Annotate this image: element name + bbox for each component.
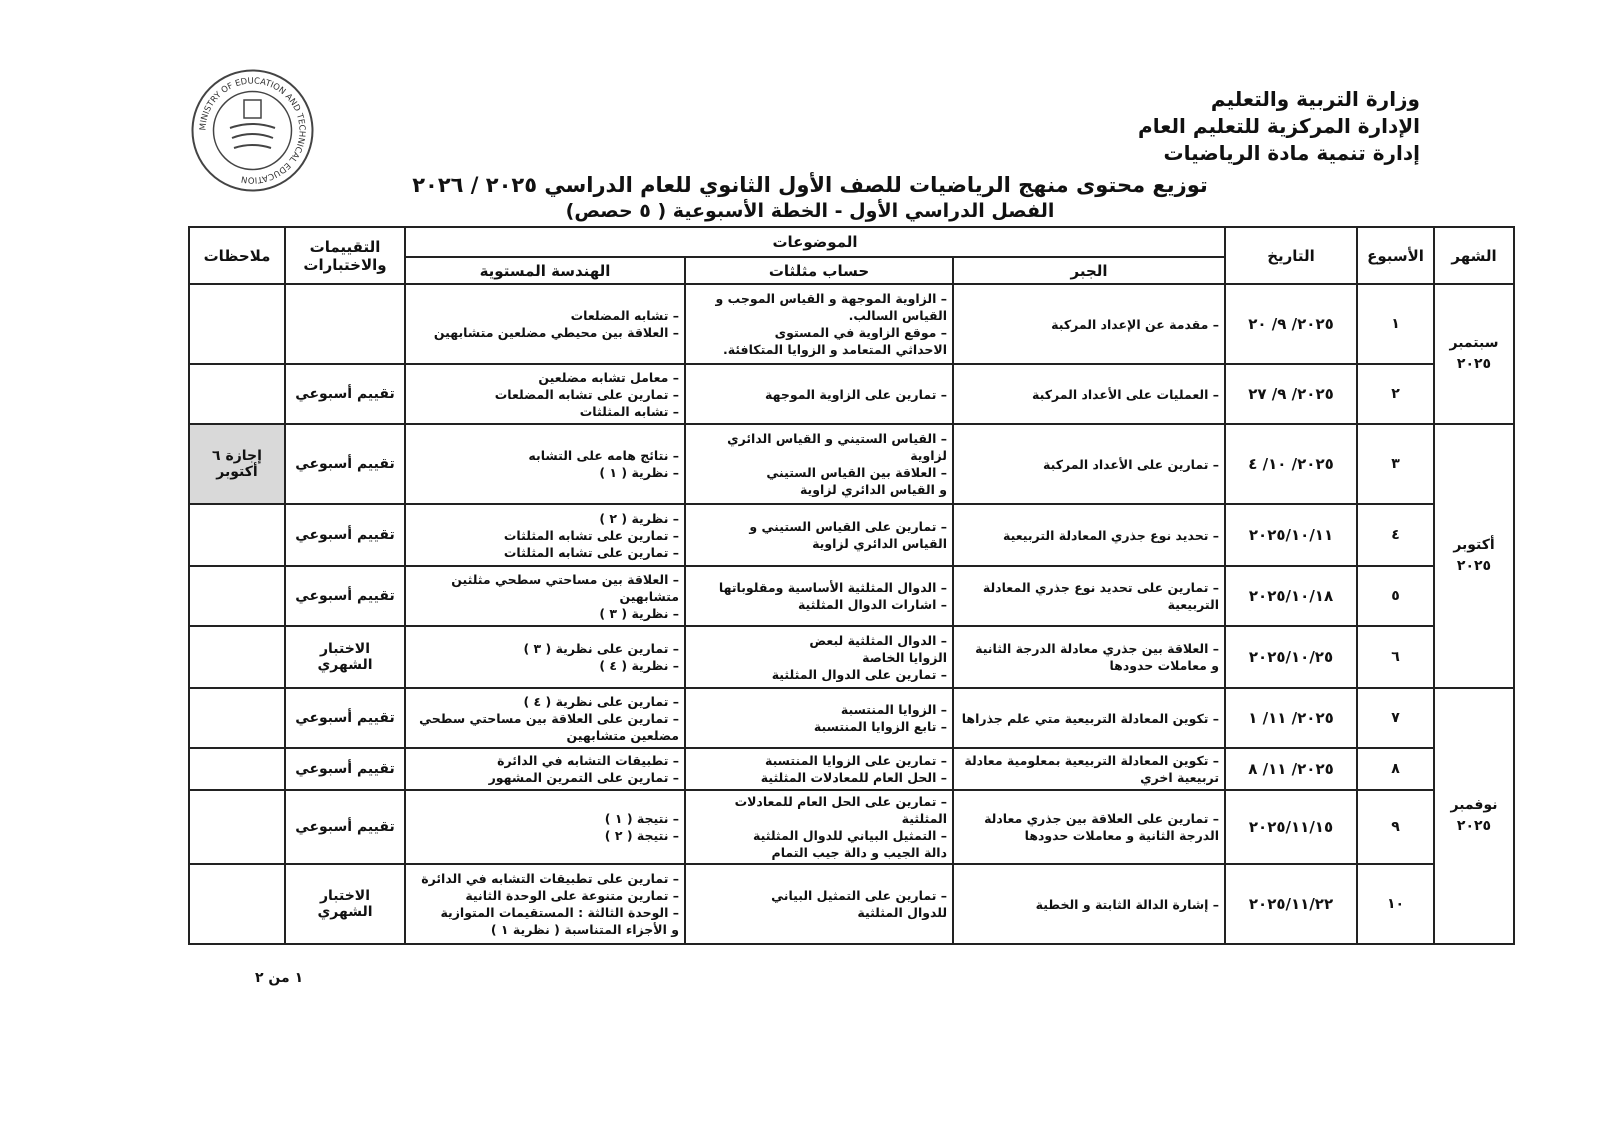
trig-cell bbox=[685, 364, 953, 424]
week-cell: ٨ bbox=[1357, 748, 1434, 790]
trig-cell bbox=[685, 790, 953, 864]
trig-cell bbox=[685, 284, 953, 364]
week-cell: ٤ bbox=[1357, 504, 1434, 566]
date-cell: ٢٠٢٥/ ٩/ ٢٧ bbox=[1225, 364, 1357, 424]
topic-line: – إشارة الدالة الثابتة و الخطية bbox=[1035, 896, 1220, 912]
ministry-line: وزارة التربية والتعليم bbox=[1210, 87, 1420, 111]
header-notes: ملاحظات bbox=[189, 227, 285, 284]
week-cell: ٦ bbox=[1357, 626, 1434, 688]
topic-line: – الزاوية الموجهة و القياس الموجب و bbox=[715, 291, 948, 306]
topic-line: – نظرية ( ٤ ) bbox=[599, 658, 680, 673]
algebra-cell bbox=[953, 566, 1225, 626]
date-cell: ٢٠٢٥/ ١١/ ١ bbox=[1225, 688, 1357, 748]
topic-line: – نظرية ( ١ ) bbox=[599, 465, 680, 480]
notes-cell bbox=[189, 626, 285, 688]
header-week: الأسبوع bbox=[1357, 227, 1434, 284]
document-title bbox=[200, 172, 1420, 224]
notes-cell bbox=[189, 566, 285, 626]
topic-line: – نظرية ( ٢ ) bbox=[599, 510, 680, 526]
topic-line: – تمارين على الزاوية الموجهة bbox=[765, 386, 948, 402]
topic-line: – القياس الستيني و القياس الدائري bbox=[727, 431, 948, 446]
table-row bbox=[189, 790, 1514, 864]
geometry-cell bbox=[405, 688, 685, 748]
assessment-cell: تقييم أسبوعي bbox=[285, 566, 405, 626]
week-cell: ٢ bbox=[1357, 364, 1434, 424]
weekly-plan-table bbox=[188, 226, 1515, 945]
topic-line: – اشارات الدوال المثلثية bbox=[797, 597, 948, 612]
topic-line: – مقدمة عن الإعداد المركبة bbox=[1051, 316, 1220, 332]
geometry-cell bbox=[405, 284, 685, 364]
topic-line: – نتائج هامه على التشابه bbox=[528, 448, 680, 463]
topic-line: – تمارين على تشابه المضلعات bbox=[494, 386, 680, 402]
geometry-cell bbox=[405, 626, 685, 688]
topic-line: – الوحدة الثالثة : المستقيمات المتوازية bbox=[440, 905, 680, 920]
title-line-1: توزيع محتوى منهج الرياضيات للصف الأول الثانوي للعام الدراسي ٢٠٢٥ / ٢٠٢٦ bbox=[412, 173, 1208, 197]
topic-line: – تمارين على تشابه المثلثات bbox=[503, 527, 680, 543]
topic-line: – تمارين على الحل العام للمعادلات المثلثية bbox=[734, 794, 948, 826]
month-year: ٢٠٢٥ bbox=[1456, 558, 1492, 574]
geometry-cell bbox=[405, 504, 685, 566]
table-row bbox=[189, 504, 1514, 566]
notes-cell bbox=[189, 748, 285, 790]
date-cell: ٢٠٢٥/١١/١٥ bbox=[1225, 790, 1357, 864]
topic-line: تربيعية اخري bbox=[1140, 770, 1220, 785]
page-number: ١ من ٢ bbox=[255, 970, 304, 986]
notes-cell bbox=[189, 688, 285, 748]
algebra-cell bbox=[953, 284, 1225, 364]
ministry-line: إدارة تنمية مادة الرياضيات bbox=[1163, 141, 1420, 165]
topic-line: – تكوين المعادلة التربيعية بمعلومية معادلة bbox=[964, 753, 1220, 768]
topic-line: مضلعين متشابهين bbox=[566, 727, 680, 743]
trig-cell bbox=[685, 424, 953, 504]
topic-line: القياس الدائري لزاوية bbox=[812, 536, 948, 551]
table-row bbox=[189, 688, 1514, 748]
topic-line: – تمارين على تشابه المثلثات bbox=[503, 544, 680, 560]
month-cell bbox=[1434, 424, 1514, 688]
date-cell: ٢٠٢٥/ ١١/ ٨ bbox=[1225, 748, 1357, 790]
ministry-header bbox=[1000, 86, 1420, 167]
assessment-cell: تقييم أسبوعي bbox=[285, 504, 405, 566]
topic-line: – تابع الزوايا المنتسبة bbox=[813, 719, 948, 734]
topic-line: – تمارين متنوعة على الوحدة الثانية bbox=[465, 888, 680, 903]
topic-line: – تكوين المعادلة التربيعية متي علم جذراها bbox=[961, 710, 1220, 726]
month-year: ٢٠٢٥ bbox=[1456, 818, 1492, 834]
notes-cell bbox=[189, 790, 285, 864]
date-cell: ٢٠٢٥/١٠/٢٥ bbox=[1225, 626, 1357, 688]
week-cell: ١ bbox=[1357, 284, 1434, 364]
eagle-icon bbox=[244, 100, 261, 118]
topic-line: – تمارين على القياس الستيني و bbox=[749, 519, 948, 534]
geometry-cell bbox=[405, 424, 685, 504]
trig-cell bbox=[685, 864, 953, 944]
topic-line: لزاوية bbox=[910, 448, 948, 463]
geometry-cell bbox=[405, 864, 685, 944]
assessment-cell bbox=[285, 284, 405, 364]
header-date: التاريخ bbox=[1225, 227, 1357, 284]
notes-cell bbox=[189, 284, 285, 364]
date-cell: ٢٠٢٥/١٠/١١ bbox=[1225, 504, 1357, 566]
topic-line: – معامل تشابه مضلعين bbox=[538, 369, 680, 385]
algebra-cell bbox=[953, 504, 1225, 566]
week-cell: ٥ bbox=[1357, 566, 1434, 626]
topic-line: – تشابه المضلعات bbox=[570, 308, 680, 323]
geometry-cell bbox=[405, 748, 685, 790]
header-trig: حساب مثلثات bbox=[685, 257, 953, 284]
topic-line: – التمثيل البياني للدوال المثلثية bbox=[753, 828, 948, 843]
assessment-cell: الاختبار الشهري bbox=[285, 864, 405, 944]
table-row bbox=[189, 626, 1514, 688]
topic-line: القياس السالب. bbox=[848, 308, 948, 323]
title-line-2: الفصل الدراسي الأول - الخطة الأسبوعية ( ٥ حصص) bbox=[565, 200, 1055, 222]
month-year: ٢٠٢٥ bbox=[1456, 356, 1492, 372]
week-cell: ١٠ bbox=[1357, 864, 1434, 944]
table-row bbox=[189, 284, 1514, 364]
topic-line: الدرجة الثانية و معاملات حدودها bbox=[1024, 828, 1220, 843]
trig-cell bbox=[685, 688, 953, 748]
topic-line: – الدوال المثلثية لبعض bbox=[809, 632, 948, 648]
topic-line: و الأجزاء المتناسبة ( نظرية ١ ) bbox=[490, 922, 680, 937]
header-assessments: التقييمات والاختبارات bbox=[285, 227, 405, 284]
topic-line: – تحديد نوع جذري المعادلة التربيعية bbox=[1003, 527, 1220, 543]
topic-line: و القياس الدائري لزاوية bbox=[799, 482, 948, 497]
topic-line: متشابهين bbox=[619, 588, 680, 604]
topic-line: دالة الجيب و دالة جيب التمام bbox=[771, 845, 948, 860]
date-cell: ٢٠٢٥/١٠/١٨ bbox=[1225, 566, 1357, 626]
assessment-cell: تقييم أسبوعي bbox=[285, 688, 405, 748]
trig-cell bbox=[685, 504, 953, 566]
table-row bbox=[189, 748, 1514, 790]
week-cell: ٧ bbox=[1357, 688, 1434, 748]
topic-line: الاحداثي المتعامد و الزوايا المتكافئة. bbox=[722, 342, 948, 357]
month-name: نوفمبر bbox=[1450, 797, 1498, 813]
geometry-cell bbox=[405, 566, 685, 626]
algebra-cell bbox=[953, 364, 1225, 424]
topic-line: – تشابه المثلثات bbox=[579, 403, 680, 419]
topic-line: – تمارين على العلاقة بين جذري معادلة bbox=[984, 811, 1220, 826]
topic-line: – تمارين على التمثيل البياني bbox=[771, 888, 948, 903]
notes-cell bbox=[189, 504, 285, 566]
assessment-cell: تقييم أسبوعي bbox=[285, 748, 405, 790]
topic-line: – تمارين على الدوال المثلثية bbox=[771, 666, 948, 682]
notes-cell bbox=[189, 364, 285, 424]
ministry-line: الإدارة المركزية للتعليم العام bbox=[1138, 114, 1420, 138]
topic-line: – الزوايا المنتسبة bbox=[840, 702, 948, 717]
header-topics: الموضوعات bbox=[405, 227, 1225, 257]
algebra-cell bbox=[953, 688, 1225, 748]
month-name: أكتوبر bbox=[1453, 537, 1495, 553]
topic-line: – الدوال المثلثية الأساسية ومقلوباتها bbox=[718, 580, 948, 595]
algebra-cell bbox=[953, 864, 1225, 944]
topic-line: – تمارين على الأعداد المركبة bbox=[1043, 456, 1220, 472]
geometry-cell bbox=[405, 790, 685, 864]
header-algebra: الجبر bbox=[953, 257, 1225, 284]
trig-cell bbox=[685, 566, 953, 626]
table-row bbox=[189, 566, 1514, 626]
topic-line: – تمارين على التمرين المشهور bbox=[488, 770, 680, 785]
date-cell: ٢٠٢٥/١١/٢٢ bbox=[1225, 864, 1357, 944]
notes-cell bbox=[189, 864, 285, 944]
month-name: سبتمبر bbox=[1449, 335, 1499, 351]
notes-cell: إجازة ٦ أكتوبر bbox=[189, 424, 285, 504]
assessment-cell: الاختبار الشهري bbox=[285, 626, 405, 688]
topic-line: – العمليات على الأعداد المركبة bbox=[1032, 386, 1220, 402]
topic-line: – الحل العام للمعادلات المثلثية bbox=[760, 770, 948, 785]
topic-line: – تمارين على نظرية ( ٤ ) bbox=[523, 693, 680, 709]
topic-line: الزوايا الخاصة bbox=[862, 649, 948, 665]
trig-cell bbox=[685, 626, 953, 688]
topic-line: – تمارين على تطبيقات التشابه في الدائرة bbox=[421, 871, 680, 886]
topic-line: – نظرية ( ٣ ) bbox=[599, 605, 680, 621]
algebra-cell bbox=[953, 790, 1225, 864]
topic-line: – تمارين على العلاقة بين مساحتي سطحي bbox=[419, 710, 680, 726]
table-row bbox=[189, 864, 1514, 944]
table-row bbox=[189, 364, 1514, 424]
assessment-cell: تقييم أسبوعي bbox=[285, 790, 405, 864]
topic-line: – تطبيقات التشابه في الدائرة bbox=[497, 753, 680, 768]
topic-line: – تمارين على نظرية ( ٣ ) bbox=[523, 641, 680, 656]
topic-line: – العلاقة بين القياس الستيني bbox=[766, 465, 948, 480]
assessment-cell: تقييم أسبوعي bbox=[285, 364, 405, 424]
topic-line: – نتيجة ( ١ ) bbox=[604, 811, 680, 826]
topic-line: – موقع الزاوية في المستوى bbox=[774, 325, 948, 340]
header-geometry: الهندسة المستوية bbox=[405, 257, 685, 284]
topic-line: للدوال المثلثية bbox=[857, 905, 948, 920]
trig-cell bbox=[685, 748, 953, 790]
topic-line: – نتيجة ( ٢ ) bbox=[604, 828, 680, 843]
topic-line: – تمارين على الزوايا المنتسبة bbox=[765, 753, 948, 768]
topic-line: – تمارين على تحديد نوع جذري المعادلة bbox=[982, 580, 1220, 595]
date-cell: ٢٠٢٥/ ١٠/ ٤ bbox=[1225, 424, 1357, 504]
table-row bbox=[189, 424, 1514, 504]
topic-line: – العلاقة بين مساحتي سطحي مثلثين bbox=[451, 571, 680, 587]
topic-line: التربيعية bbox=[1167, 597, 1220, 612]
month-cell bbox=[1434, 688, 1514, 944]
geometry-cell bbox=[405, 364, 685, 424]
topic-line: – العلاقة بين جذري معادلة الدرجة الثانية bbox=[975, 641, 1220, 656]
month-cell bbox=[1434, 284, 1514, 424]
topic-line: و معاملات حدودها bbox=[1109, 658, 1220, 673]
seal-text: MINISTRY OF EDUCATION AND TECHNICAL EDUCATION bbox=[198, 76, 307, 185]
algebra-cell bbox=[953, 626, 1225, 688]
algebra-cell bbox=[953, 748, 1225, 790]
date-cell: ٢٠٢٥/ ٩/ ٢٠ bbox=[1225, 284, 1357, 364]
week-cell: ٣ bbox=[1357, 424, 1434, 504]
topic-line: – العلاقة بين محيطي مضلعين متشابهين bbox=[433, 325, 680, 340]
assessment-cell: تقييم أسبوعي bbox=[285, 424, 405, 504]
algebra-cell bbox=[953, 424, 1225, 504]
header-month: الشهر bbox=[1434, 227, 1514, 284]
week-cell: ٩ bbox=[1357, 790, 1434, 864]
